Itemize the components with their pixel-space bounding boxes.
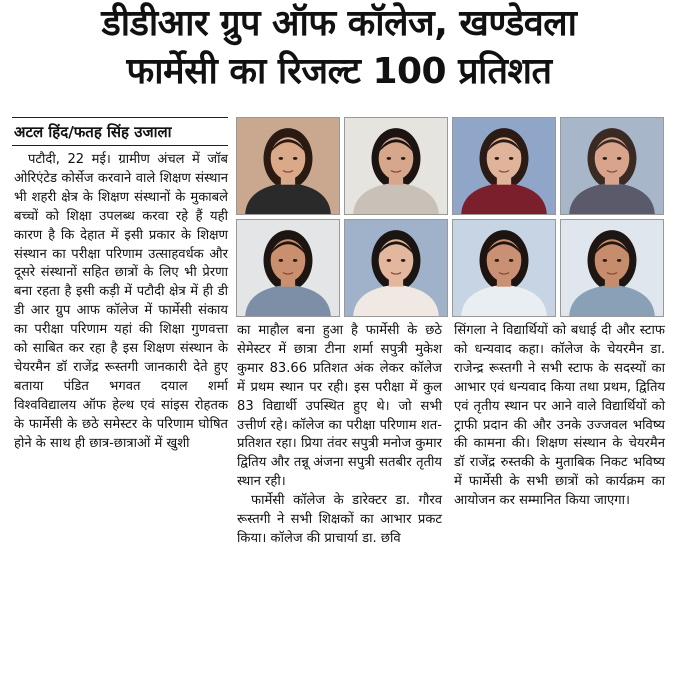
article-column-2 [237, 322, 442, 549]
student-photo [236, 117, 340, 215]
student-photo [560, 117, 664, 215]
byline: अटल हिंद/फतह सिंह उजाला [14, 123, 172, 141]
byline-rule-top [12, 117, 228, 118]
student-portrait [561, 118, 663, 214]
article-paragraph: सिंगला ने विद्यार्थियों को बधाई दी और स्टाफ को धन्यवाद कहा। कॉलेज के चेयरमैन डा. राजेन्द्र रूस्तगी ने सभी स्टाफ के सदस्यों का आभार एवं धन्यवाद किया तथा प्रथम, द्वितिय एवं तृतीय स्थान पर आने वाले विद्यार्थियों को ट्राफी प्रदान की और उनके उज्जवल भविष्य की कामना की। शिक्षण संस्थान के चेयरमैन डॉ राजेंद्र रुस्तकी के मुताबिक निकट भविष्य में फार्मेसी के सभी छात्रों को कार्यक्रम का आयोजन कर सम्मानित किया जाएगा। [454, 323, 665, 509]
student-photo [452, 219, 556, 317]
student-portrait [237, 118, 339, 214]
student-photo [560, 219, 664, 317]
headline-line-1: डीडीआर ग्रुप ऑफ कॉलेज, खण्डेवला [101, 3, 577, 44]
student-photo [344, 117, 448, 215]
student-photo [236, 219, 340, 317]
student-photo [452, 117, 556, 215]
article-paragraph: का माहौल बना हुआ है फार्मेसी के छठे सेमेस्टर में छात्रा टीना शर्मा सपुत्री मुकेश कुमार 83.66 प्रतिशत अंक लेकर कॉलेज में प्रथम स्थान पर रही। इस परीक्षा में कुल 83 विद्यार्थी उपस्थित हुए थे। जो सभी उत्तीर्ण रहे। कॉलेज का परीक्षा परिणाम शत-प्रतिशत रहा। प्रिया तंवर सपुत्री मनोज कुमार द्वितिय और तन्नू अंजना सपुत्री सतबीर तृतीय स्थान रही। [237, 323, 442, 490]
student-portrait [345, 118, 447, 214]
article-column-3 [454, 322, 665, 511]
student-portrait [237, 220, 339, 316]
headline-line-2: फार्मेसी का रिजल्ट 100 प्रतिशत [126, 51, 552, 92]
student-portrait [453, 220, 555, 316]
article-paragraph: पटौदी, 22 मई। ग्रामीण अंचल में जॉब ओरिएंटेड कोर्सेज करवाने वाले शिक्षण संस्थान भी शहरी क्षेत्र के शिक्षण संस्थानों के मुकाबले बच्चों को शिक्षा उपलब्ध करवा रहे हैं यही कारण है कि देहात में इसी प्रकार के शिक्षण संस्थान का परीक्षा परिणाम उत्साहवर्धक और दूसरे संस्थानों सहित छात्रों के लिए भी प्रेरणा बना रहता है इसी कड़ी में पटौदी क्षेत्र में ही डी डी आर ग्रुप आफ कॉलेज में फार्मेसी संकाय का परीक्षा परिणाम यहां की शिक्षा गुणवत्ता को साबित कर रहा है इस शिक्षण संस्थान के चेयरमैन डॉ राजेंद्र रूस्तगी जानकारी देते हुए बताया पंडित भगवत दयाल शर्मा विश्वविद्यालय ऑफ हेल्थ एवं सांइस रोहतक के फार्मेसी के छठे समेस्टर के परिणाम घोषित होने के साथ ही छात्र-छात्राओं में खुशी [14, 152, 228, 451]
student-portrait [453, 118, 555, 214]
student-photo-grid [236, 117, 664, 317]
byline-rule-bottom [12, 145, 228, 146]
student-portrait [345, 220, 447, 316]
student-portrait [561, 220, 663, 316]
student-photo [344, 219, 448, 317]
article-paragraph: फार्मेसी कॉलेज के डारेक्टर डा. गौरव रूस्तगी ने सभी शिक्षकों का आभार प्रकट किया। कॉलेज की प्राचार्या डा. छवि [237, 493, 442, 546]
article-column-1 [14, 151, 228, 454]
